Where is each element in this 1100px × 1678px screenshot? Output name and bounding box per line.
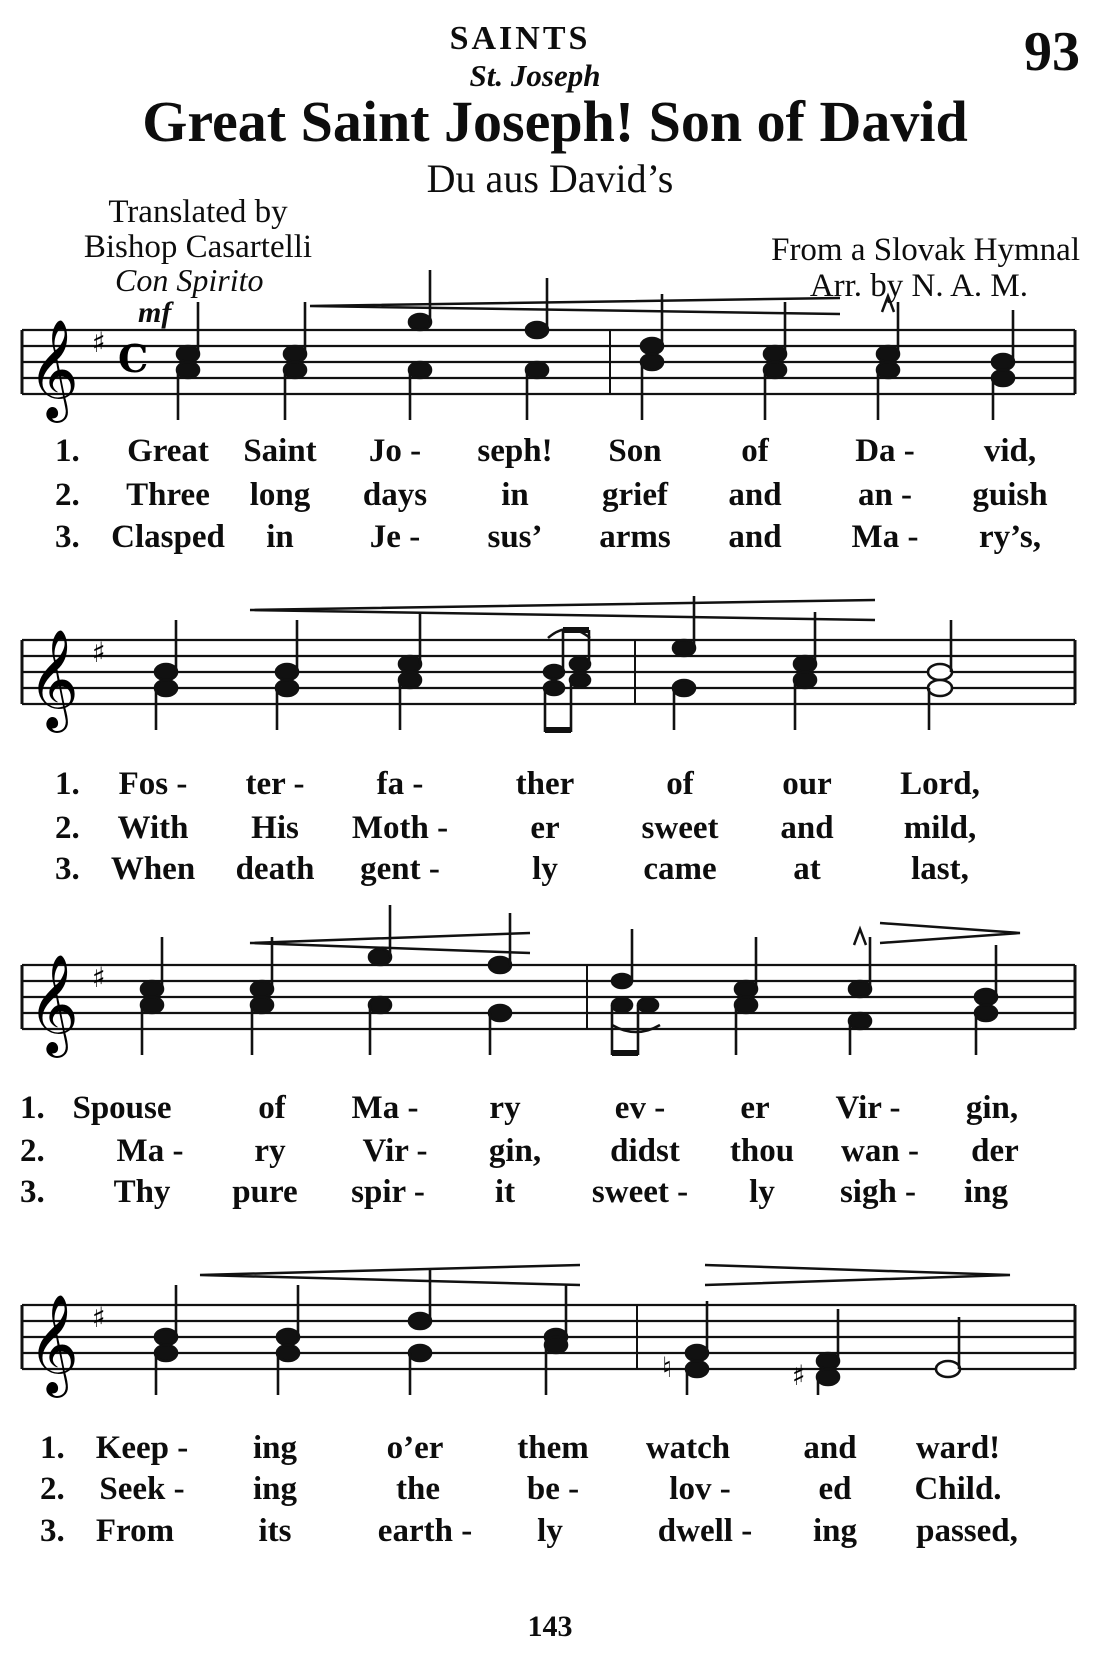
hymn-number: 93 (1024, 21, 1080, 83)
lyric-syllable: Keep - (95, 1430, 189, 1466)
lyric-syllable: at (793, 851, 821, 887)
lyric-syllable: Son (608, 433, 662, 469)
lyric-line-2-1 (55, 766, 1095, 806)
lyric-syllable: grief (602, 477, 668, 513)
staff-system-4 (0, 1294, 1100, 1415)
sharp-sign-icon: ♯ (792, 1359, 806, 1392)
key-signature-sharp: ♯ (92, 1301, 106, 1334)
verse-number: 1. (55, 766, 80, 802)
staff-lines (22, 965, 1075, 1029)
lyric-syllable: Seek - (99, 1471, 185, 1507)
key-signature-sharp: ♯ (92, 961, 106, 994)
lyric-syllable: long (249, 477, 311, 513)
lyric-syllable: With (117, 810, 189, 846)
decrescendo-hairpin (880, 923, 1020, 943)
verse-number: 1. (55, 433, 80, 469)
lyric-syllable: ing (252, 1430, 298, 1466)
verse-number: 1. (40, 1430, 65, 1466)
lyric-syllable: days (362, 477, 428, 513)
key-signature-sharp: ♯ (92, 326, 106, 359)
notes (155, 1269, 960, 1395)
lyric-line-1-2 (55, 477, 1095, 517)
treble-clef-icon: 𝄞 (28, 629, 79, 729)
lyric-line-1-3 (55, 519, 1095, 559)
lyric-syllable: spir - (351, 1174, 425, 1210)
verse-number: 2. (40, 1471, 65, 1507)
lyric-line-2-2 (55, 810, 1095, 850)
key-signature-sharp: ♯ (92, 636, 106, 669)
lyric-syllable: thou (729, 1133, 795, 1169)
lyric-syllable: sweet (641, 810, 719, 846)
verse-number: 2. (55, 477, 80, 513)
lyric-syllable: Je - (369, 519, 421, 555)
lyric-syllable: sweet - (591, 1174, 689, 1210)
lyric-syllable: Vir - (835, 1090, 901, 1126)
translator-name: Bishop Casartelli (83, 229, 313, 265)
lyric-syllable: Child. (914, 1471, 1002, 1507)
lyric-syllable: it (494, 1174, 516, 1210)
lyric-syllable: and (728, 519, 782, 555)
lyric-syllable: wan - (841, 1133, 919, 1169)
arranger-credit: Arr. by N. A. M. (809, 268, 1028, 304)
lyric-syllable: When (110, 851, 196, 887)
staff-system-3 (0, 954, 1100, 1075)
time-signature-c: C (118, 336, 149, 381)
lyric-syllable: er (530, 810, 560, 846)
tempo-marking: Con Spirito (115, 262, 264, 298)
lyric-syllable: ther (515, 766, 575, 802)
treble-clef-icon: 𝄞 (28, 1294, 79, 1394)
lyric-syllable: of (666, 766, 694, 802)
lyric-syllable: er (740, 1090, 770, 1126)
lyric-syllable: in (501, 477, 529, 513)
lyric-syllable: ly (537, 1513, 563, 1549)
lyric-syllable: passed, (916, 1513, 1018, 1549)
lyric-syllable: Ma - (351, 1090, 419, 1126)
lyric-syllable: guish (972, 477, 1048, 513)
lyric-syllable: sus’ (487, 519, 543, 555)
hymn-title: Great Saint Joseph! Son of David (142, 89, 968, 154)
lyric-syllable: earth - (377, 1513, 473, 1549)
lyric-syllable: Vir - (362, 1133, 428, 1169)
lyric-syllable: Moth - (351, 810, 449, 846)
lyric-line-3-1 (20, 1090, 1095, 1130)
natural-sign-icon: ♮ (662, 1351, 673, 1384)
accent-mark (854, 929, 866, 945)
lyric-syllable: gin, (965, 1090, 1019, 1126)
lyric-syllable: its (258, 1513, 292, 1549)
lyric-syllable: ward! (915, 1430, 1001, 1466)
verse-number: 3. (55, 519, 80, 555)
crescendo-hairpin (250, 600, 875, 620)
lyric-syllable: gent - (360, 851, 440, 887)
source-credit: From a Slovak Hymnal (771, 232, 1080, 268)
lyric-syllable: gin, (488, 1133, 542, 1169)
lyric-syllable: death (235, 851, 315, 887)
lyric-line-2-3 (55, 851, 1095, 891)
lyric-syllable: arms (599, 519, 671, 555)
crescendo-hairpin (200, 1265, 580, 1285)
lyric-syllable: and (803, 1430, 857, 1466)
lyric-syllable: Great (127, 433, 209, 469)
lyric-syllable: ing (812, 1513, 858, 1549)
lyric-syllable: ly (749, 1174, 775, 1210)
lyric-syllable: Fos - (118, 766, 188, 802)
lyric-syllable: them (517, 1430, 589, 1466)
decrescendo-hairpin (705, 1265, 1010, 1285)
lyric-syllable: vid, (983, 433, 1037, 469)
lyric-syllable: From (95, 1513, 175, 1549)
verse-number: 2. (55, 810, 80, 846)
lyric-syllable: our (782, 766, 832, 802)
lyric-syllable: Three (126, 477, 210, 513)
lyric-line-3-3 (20, 1174, 1095, 1214)
staff-lines (22, 330, 1075, 394)
verse-number: 3. (55, 851, 80, 887)
lyric-syllable: lov - (669, 1471, 731, 1507)
verse-number: 2. (20, 1133, 45, 1169)
lyric-line-4-1 (40, 1430, 1095, 1470)
lyric-syllable: Ma - (851, 519, 919, 555)
lyric-syllable: Jo - (368, 433, 422, 469)
lyric-syllable: dwell - (657, 1513, 753, 1549)
lyric-syllable: Da - (855, 433, 915, 469)
lyric-syllable: Lord, (900, 766, 980, 802)
lyric-syllable: pure (232, 1174, 298, 1210)
lyric-syllable: ry (489, 1090, 521, 1126)
lyric-line-1-1 (55, 433, 1095, 473)
lyric-syllable: fa - (376, 766, 424, 802)
staff-system-2 (0, 629, 1100, 750)
lyric-syllable: Spouse (72, 1090, 172, 1126)
original-title: Du aus David’s (426, 156, 674, 201)
translator-credit (38, 195, 358, 265)
verse-number: 3. (40, 1513, 65, 1549)
lyric-syllable: last, (911, 851, 969, 887)
treble-clef-icon: 𝄞 (28, 319, 79, 419)
staff-system-1 (0, 319, 1100, 440)
lyric-syllable: ing (252, 1471, 298, 1507)
lyric-syllable: of (741, 433, 769, 469)
lyric-syllable: ing (963, 1174, 1009, 1210)
lyric-syllable: Ma - (116, 1133, 184, 1169)
lyric-line-4-3 (40, 1513, 1095, 1553)
lyric-syllable: and (780, 810, 834, 846)
lyric-line-4-2 (40, 1471, 1095, 1511)
lyric-syllable: Thy (113, 1174, 171, 1210)
lyric-syllable: mild, (903, 810, 977, 846)
lyric-syllable: Saint (243, 433, 317, 469)
lyric-syllable: an - (857, 477, 913, 513)
lyric-syllable: ter - (245, 766, 305, 802)
lyric-syllable: ry (254, 1133, 286, 1169)
lyric-syllable: ly (532, 851, 558, 887)
lyric-syllable: in (266, 519, 294, 555)
lyric-syllable: and (728, 477, 782, 513)
lyric-syllable: His (251, 810, 299, 846)
lyric-syllable: watch (645, 1430, 731, 1466)
lyric-syllable: ev - (614, 1090, 666, 1126)
lyric-syllable: seph! (477, 433, 553, 469)
treble-clef-icon: 𝄞 (28, 954, 79, 1054)
lyric-syllable: der (971, 1133, 1019, 1169)
lyric-syllable: ed (818, 1471, 852, 1507)
lyric-syllable: sigh - (839, 1174, 917, 1210)
hymn-subtitle: St. Joseph (469, 58, 601, 93)
translator-line: Translated by (108, 194, 288, 230)
verse-number: 3. (20, 1174, 45, 1210)
crescendo-hairpin (310, 298, 840, 314)
page-number: 143 (527, 1610, 573, 1643)
notes (155, 596, 952, 732)
lyric-syllable: didst (610, 1133, 680, 1169)
lyric-syllable: of (258, 1090, 286, 1126)
verse-number: 1. (20, 1090, 45, 1126)
category-heading: SAINTS (449, 20, 591, 57)
lyric-syllable: Clasped (111, 519, 225, 555)
lyric-syllable: be - (526, 1471, 580, 1507)
lyric-syllable: ry’s, (978, 519, 1042, 555)
lyric-line-3-2 (20, 1133, 1095, 1173)
dynamic-mf: mf (138, 296, 172, 329)
lyric-syllable: came (643, 851, 717, 887)
lyric-syllable: o’er (386, 1430, 444, 1466)
lyric-syllable: the (396, 1471, 440, 1507)
